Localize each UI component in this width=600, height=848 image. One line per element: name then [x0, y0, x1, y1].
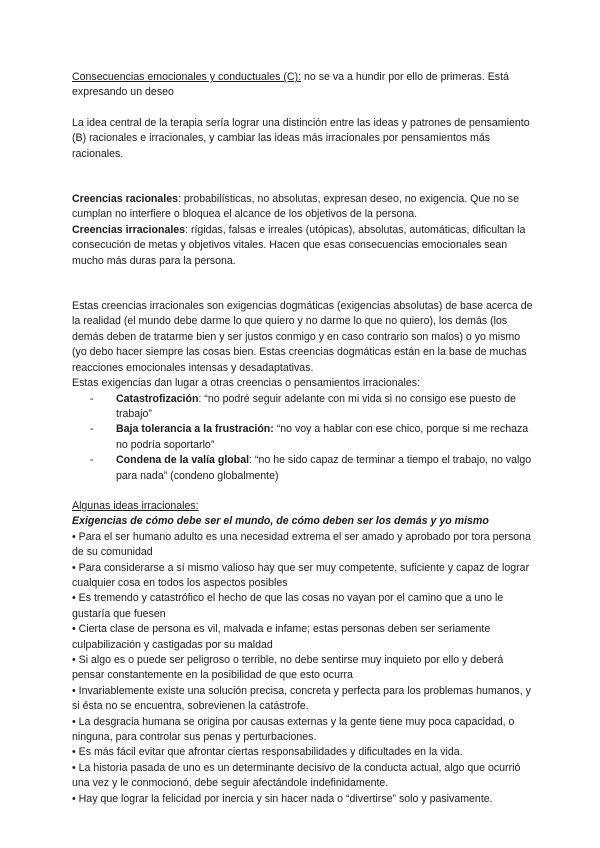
idea-item: • Cierta clase de persona es vil, malvada e infame; estas personas deben ser seriamente culpabilización y castigadas por su maldad: [72, 623, 491, 651]
derivada-item: [90, 422, 534, 453]
creencias-racionales-paragraph: [72, 192, 534, 223]
ideas-subheading: Exigencias de cómo debe ser el mundo, de cómo deben ser los demás y yo mismo: [72, 515, 489, 528]
ideas-heading: Algunas ideas irracionales:: [72, 499, 199, 512]
derivada-item: [90, 392, 534, 423]
creencias-racionales-label: Creencias racionales: [72, 193, 178, 206]
derivada-text: : “no he sido capaz de terminar a tiempo el trabajo, no valgo para nada” (condeno globalmente): [116, 454, 532, 482]
exigencias-intro: Estas exigencias dan lugar a otras creencias o pensamientos irracionales:: [72, 377, 421, 390]
idea-item: • Si algo es o puede ser peligroso o terrible, no debe sentirse muy inquieto por ello y deberá pensar constantemente en la posibilidad de que esto ocurra: [72, 654, 504, 682]
derivada-item: [90, 453, 534, 484]
creencias-irracionales-label: Creencias irracionales: [72, 223, 186, 236]
idea-item: • Para el ser humano adulto es una necesidad extrema el ser amado y aprobado por tora persona de su comunidad: [72, 530, 531, 559]
derivada-label: Catastrofización: [116, 392, 199, 405]
derivadas-list: [72, 392, 534, 484]
derivada-label: Condena de la valía global: [116, 454, 250, 467]
idea-item: • Es tremendo y catastrófico el hecho de que las cosas no vayan por el camino que a uno le gustaría que fuesen: [72, 592, 504, 620]
idea-item: • La historia pasada de uno es un determinante decisivo de la conducta actual, algo que ocurrió una vez y le conmocionó, debe seguir afectándole indefinidamente.: [72, 761, 521, 790]
creencias-racionales-text: : probabilísticas, no absolutas, expresan deseo, no exigencia. Que no se cumplan no interfiere o bloquea el alcance de los objetivos de la persona.: [72, 193, 519, 221]
idea-item: • Hay que lograr la felicidad por inercia y sin hacer nada o “divertirse” solo y pasivamente.: [72, 792, 493, 805]
creencias-irracionales-paragraph: [72, 223, 534, 269]
consecuencias-label: Consecuencias emocionales y conductuales (C):: [72, 71, 302, 83]
ideas-list: [72, 530, 534, 807]
derivada-text: : “no podré seguir adelante con mi vida si no consigo ese puesto de trabajo”: [116, 392, 516, 420]
idea-item: • La desgracia humana se origina por causas externas y la gente tiene muy poca capacidad, o ninguna, para controlar sus penas y perturbaciones.: [72, 715, 515, 744]
idea-central-paragraph: La idea central de la terapia sería lograr una distinción entre las ideas y patrones de pensamiento (B) racionales e irracionales, y cambiar las ideas más irracionales por pensamientos más racionales.: [72, 116, 530, 160]
derivada-label: Baja tolerancia a la frustración:: [116, 423, 274, 436]
idea-item: • Para considerarse a sí mismo valioso hay que ser muy competente, suficiente y capaz de lograr cualquier cosa en todos los aspectos posibles: [72, 561, 530, 589]
consecuencias-paragraph: [72, 70, 534, 101]
derivada-text: “no voy a hablar con ese chico, porque si me rechaza no podría soportarlo”: [116, 423, 529, 451]
idea-item: • Invariablemente existe una solución precisa, concreta y perfecta para los problemas humanos, y si ésta no se encuentra, sobrevienen la catástrofe.: [72, 684, 531, 713]
exigencias-paragraph: Estas creencias irracionales son exigencias dogmáticas (exigencias absolutas) de base acerca de la realidad (el mundo debe darme lo que quiero y no darme lo que no quiero), los demás (los demás deben de tratarme bien y ser justos conmigo y en caso contrario son malos) o yo mismo (yo debo hacer siempre las cosas bien. Estas creencias dogmáticas están en la base de muchas reacciones emocionales intensas y desadaptativas.: [72, 300, 533, 374]
document-body: [72, 70, 534, 807]
creencias-irracionales-text: : rígidas, falsas e irreales (utópicas), absolutas, automáticas, dificultan la consecución de metas y objetivos vitales. Hacen que esas consecuencias emocionales sean mucho más duras para la persona.: [72, 223, 526, 267]
consecuencias-text: no se va a hundir por ello de primeras. Está expresando un deseo: [72, 71, 509, 99]
idea-item: • Es más fácil evitar que afrontar ciertas responsabilidades y dificultades en la vida.: [72, 746, 463, 759]
